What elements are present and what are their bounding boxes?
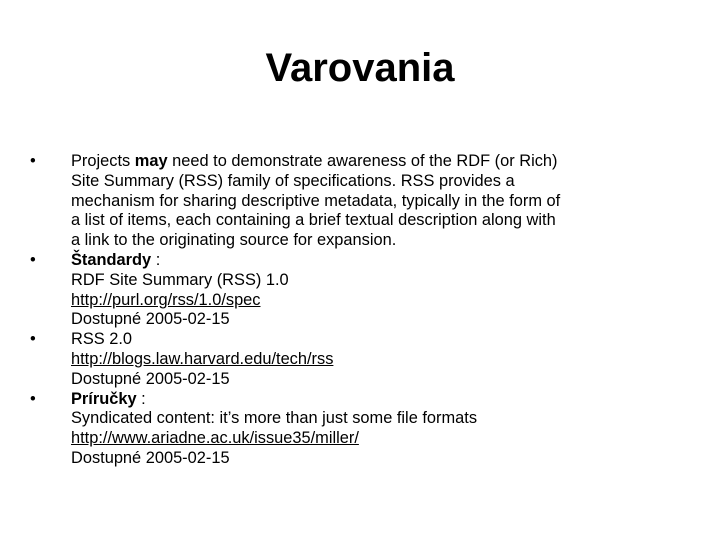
link-line — [71, 429, 690, 449]
bullet-rss-2-0 — [30, 330, 690, 389]
text-segment: need to demonstrate awareness of the RDF (or Rich) — [167, 152, 558, 170]
text-segment: Projects — [71, 152, 135, 170]
text-segment: : — [151, 250, 161, 269]
available-date: Dostupné 2005-02-15 — [71, 448, 230, 467]
available-date: Dostupné 2005-02-15 — [71, 310, 230, 329]
bullet-guides — [30, 390, 690, 469]
bullet-text-line: a list of items, each containing a brief textual description along with — [71, 211, 556, 230]
link-line — [71, 291, 690, 311]
bullet-heading — [71, 390, 690, 410]
link-line — [71, 350, 690, 370]
emphasis-text: may — [134, 152, 168, 170]
available-date: Dostupné 2005-02-15 — [71, 369, 230, 388]
rss-1-0-spec-link[interactable]: http://purl.org/rss/1.0/spec — [71, 290, 261, 309]
bullet-text-line: mechanism for sharing descriptive metadata, typically in the form of — [71, 191, 561, 210]
slide-title: Varovania — [265, 46, 455, 90]
bullet-projects — [30, 152, 690, 251]
bullet-dot: • — [30, 389, 36, 408]
ariadne-article-link[interactable]: http://www.ariadne.ac.uk/issue35/miller/ — [71, 429, 359, 448]
heading-text: Štandardy — [71, 250, 152, 269]
bullet-dot: • — [30, 152, 36, 170]
text-segment: : — [136, 389, 146, 408]
bullet-dot: • — [30, 250, 36, 269]
guide-name: Syndicated content: it’s more than just some file formats — [71, 409, 478, 428]
bullet-text-line — [71, 152, 690, 172]
bullet-text-line: Site Summary (RSS) family of specifications. RSS provides a — [71, 171, 515, 190]
standard-name: RSS 2.0 — [71, 330, 133, 349]
bullet-dot: • — [30, 330, 36, 349]
bullet-list — [30, 152, 690, 469]
bullet-standards — [30, 251, 690, 330]
heading-text: Príručky — [71, 389, 137, 408]
rss-2-0-link[interactable]: http://blogs.law.harvard.edu/tech/rss — [71, 349, 334, 368]
bullet-heading — [71, 251, 690, 271]
standard-name: RDF Site Summary (RSS) 1.0 — [71, 270, 289, 289]
bullet-text-line: a link to the originating source for expansion. — [71, 231, 397, 250]
